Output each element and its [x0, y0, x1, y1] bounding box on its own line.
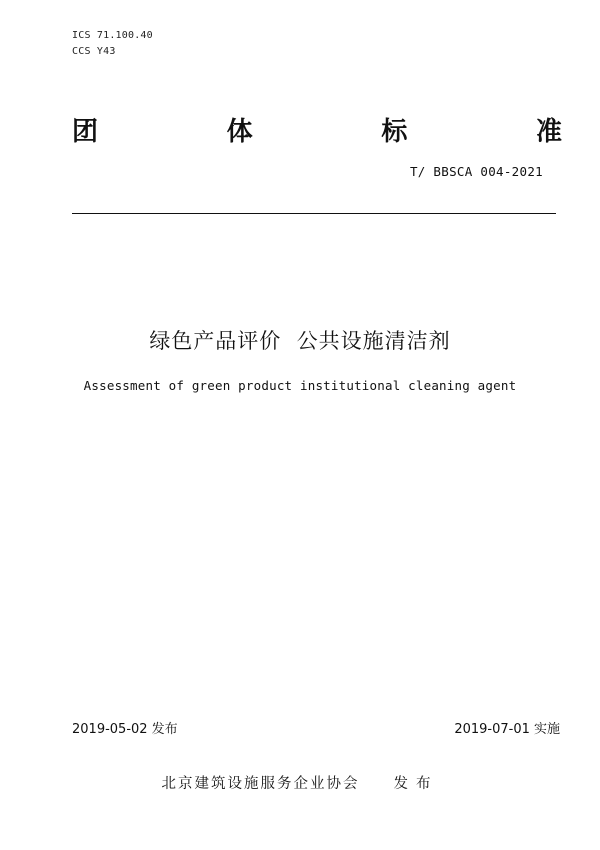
document-title-chinese: 绿色产品评价 公共设施清洁剂: [149, 329, 451, 353]
standard-number: T/ BBSCA 004-2021: [409, 164, 543, 179]
standard-type-char: 准: [535, 117, 562, 147]
issuer-line: [0, 772, 600, 793]
implementation-date: 2019-07-01 实施: [454, 722, 560, 737]
issuer-action: 发布: [393, 776, 439, 792]
standard-type-char: 团: [72, 117, 99, 147]
document-title-english: Assessment of green product institutional cleaning agent: [83, 378, 517, 393]
ics-code: ICS 71.100.40: [72, 30, 153, 41]
header-divider: [72, 213, 556, 214]
standard-type-char: 体: [226, 117, 253, 147]
ccs-code: CCS Y43: [72, 46, 116, 57]
issuer-organization: 北京建筑设施服务企业协会: [161, 776, 360, 792]
release-date: 2019-05-02 发布: [72, 722, 178, 737]
standard-type-heading: [72, 114, 562, 150]
standard-type-char: 标: [381, 117, 408, 147]
